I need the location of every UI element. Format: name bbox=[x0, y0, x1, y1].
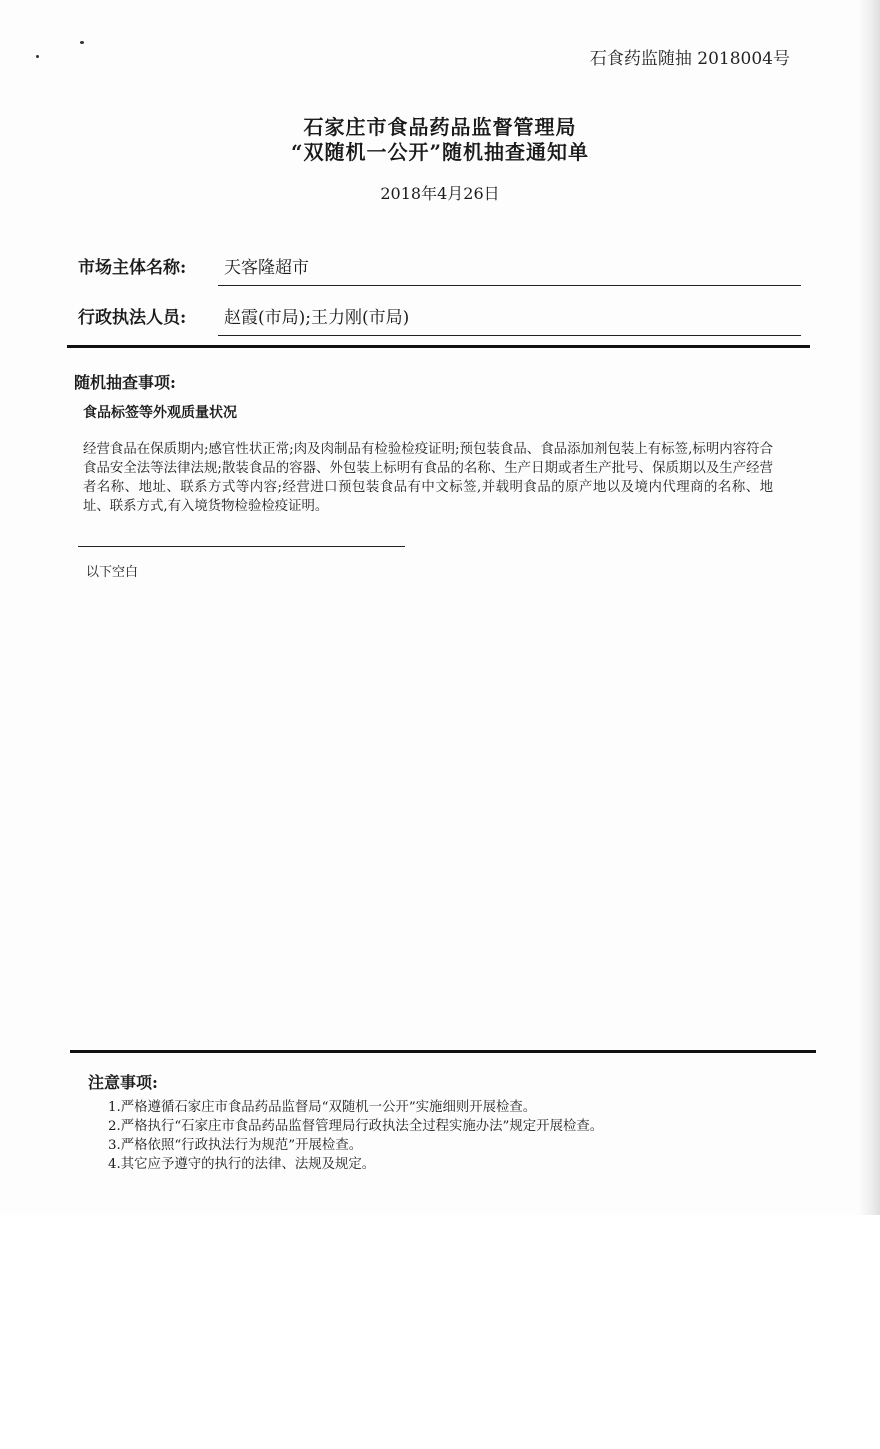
inspection-item-text: 经营食品在保质期内;感官性状正常;肉及肉制品有检验检疫证明;预包装食品、食品添加剂包装上有标签,标明内容符合食品安全法等法律法规;散装食品的容器、外包装上标明有食品的名称、生产日期或者生产批号、保质期以及生产经营者名称、地址、联系方式等内容;经营进口预包装食品有中文标签,并载明食品的原产地以及境内代理商的名称、地址、联系方式,有入境货物检验检疫证明。 bbox=[83, 442, 773, 514]
notes-item: 1.严格遵循石家庄市食品药品监督局“双随机一公开”实施细则开展检查。 bbox=[108, 1100, 537, 1115]
market-entity-value: 天客隆超市 bbox=[224, 258, 309, 278]
blank-separator bbox=[78, 546, 405, 547]
blank-note: 以下空白 bbox=[86, 565, 139, 580]
document-number: 石食药监随抽 2018004号 bbox=[589, 49, 790, 69]
officers-label: 行政执法人员: bbox=[78, 308, 187, 328]
notice-title: “双随机一公开”随机抽查通知单 bbox=[290, 140, 589, 164]
market-entity-underline bbox=[218, 285, 801, 286]
scan-speck bbox=[80, 41, 84, 44]
notes-item: 3.严格依照“行政执法行为规范”开展检查。 bbox=[108, 1138, 363, 1153]
notes-item: 4.其它应予遵守的执行的法律、法规及规定。 bbox=[108, 1157, 376, 1172]
officers-underline bbox=[218, 335, 801, 336]
notes-item: 2.严格执行“石家庄市食品药品监督管理局行政执法全过程实施办法”规定开展检查。 bbox=[108, 1119, 604, 1134]
officers-value: 赵霞(市局);王力刚(市局) bbox=[224, 308, 410, 328]
issue-date: 2018年4月26日 bbox=[380, 184, 500, 203]
issuing-authority-title: 石家庄市食品药品监督管理局 bbox=[303, 115, 577, 139]
inspection-heading: 随机抽查事项: bbox=[74, 373, 176, 392]
inspection-item-title: 食品标签等外观质量状况 bbox=[83, 405, 237, 421]
scan-speck bbox=[36, 55, 39, 58]
notes-heading: 注意事项: bbox=[88, 1073, 158, 1092]
market-entity-label: 市场主体名称: bbox=[78, 258, 187, 278]
section-divider-bottom bbox=[70, 1050, 816, 1053]
notes-list bbox=[108, 1098, 808, 1174]
section-divider-top bbox=[67, 345, 810, 348]
